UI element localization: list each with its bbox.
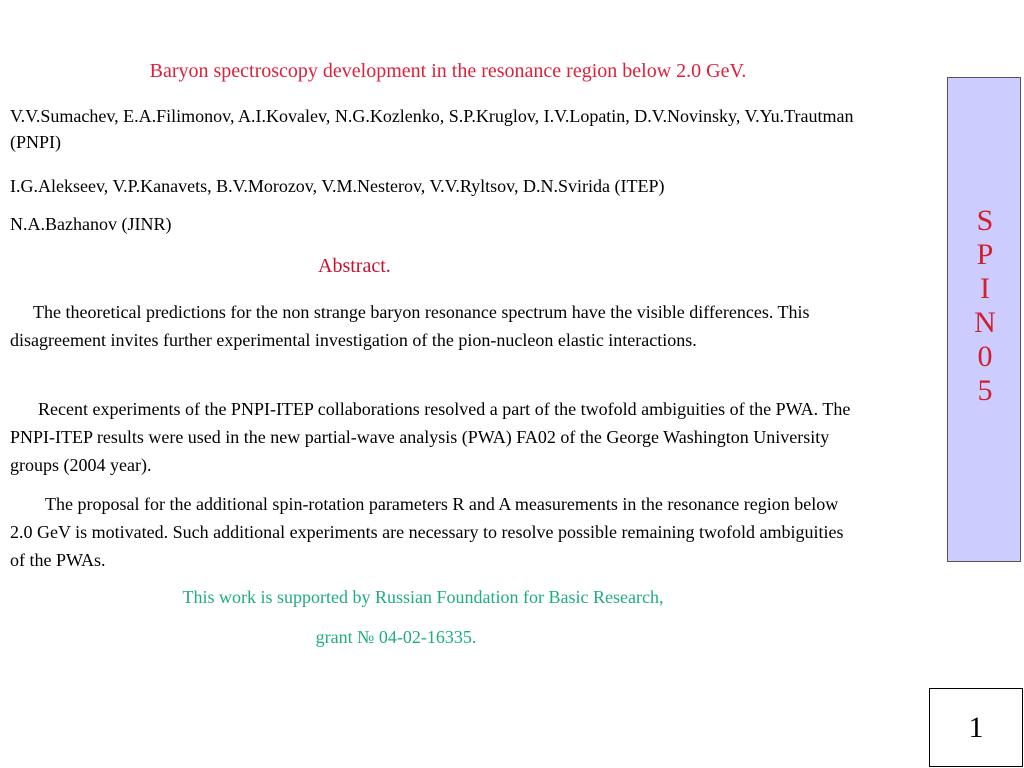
- authors-itep: I.G.Alekseev, V.P.Kanavets, B.V.Morozov, V.M.Nesterov, V.V.Ryltsov, D.N.Svirida (ITEP): [10, 176, 665, 196]
- conference-label: [948, 204, 1022, 408]
- abstract-paragraph: Recent experiments of the PNPI-ITEP collaborations resolved a part of the twofold ambiguities of the PWA. The PNPI-ITEP results were used in the new partial-wave analysis (PWA) FA02 of the George Washington University groups (2004 year).: [10, 399, 851, 475]
- conference-side-panel: [947, 77, 1021, 562]
- funding-note: This work is supported by Russian Foundation for Basic Research,: [182, 587, 664, 607]
- page-number-box: [929, 688, 1023, 767]
- abstract-heading: Abstract.: [318, 255, 391, 277]
- page-number: 1: [968, 711, 984, 744]
- grant-number: grant № 04-02-16335.: [315, 627, 477, 647]
- conference-label-letter: 5: [977, 374, 993, 407]
- conference-label-letter: S: [976, 204, 994, 237]
- conference-label-letter: 0: [977, 340, 993, 373]
- conference-label-letter: P: [976, 238, 994, 271]
- authors-pnpi: V.V.Sumachev, E.A.Filimonov, A.I.Kovalev, N.G.Kozlenko, S.P.Kruglov, I.V.Lopatin, D.V.Novinsky, V.Yu.Trautman (PNPI): [10, 106, 854, 152]
- slide-title: Baryon spectroscopy development in the resonance region below 2.0 GeV.: [149, 60, 747, 82]
- authors-jinr: N.A.Bazhanov (JINR): [10, 214, 172, 234]
- conference-label-letter: I: [980, 272, 990, 305]
- abstract-paragraph: The proposal for the additional spin-rotation parameters R and A measurements in the resonance region below 2.0 GeV is motivated. Such additional experiments are necessary to resolve possible remaining twofold ambiguities of the PWAs.: [10, 494, 844, 570]
- abstract-paragraph: The theoretical predictions for the non strange baryon resonance spectrum have the visible differences. This disagreement invites further experimental investigation of the pion-nucleon elastic interactions.: [10, 302, 810, 350]
- conference-label-letter: N: [974, 306, 996, 339]
